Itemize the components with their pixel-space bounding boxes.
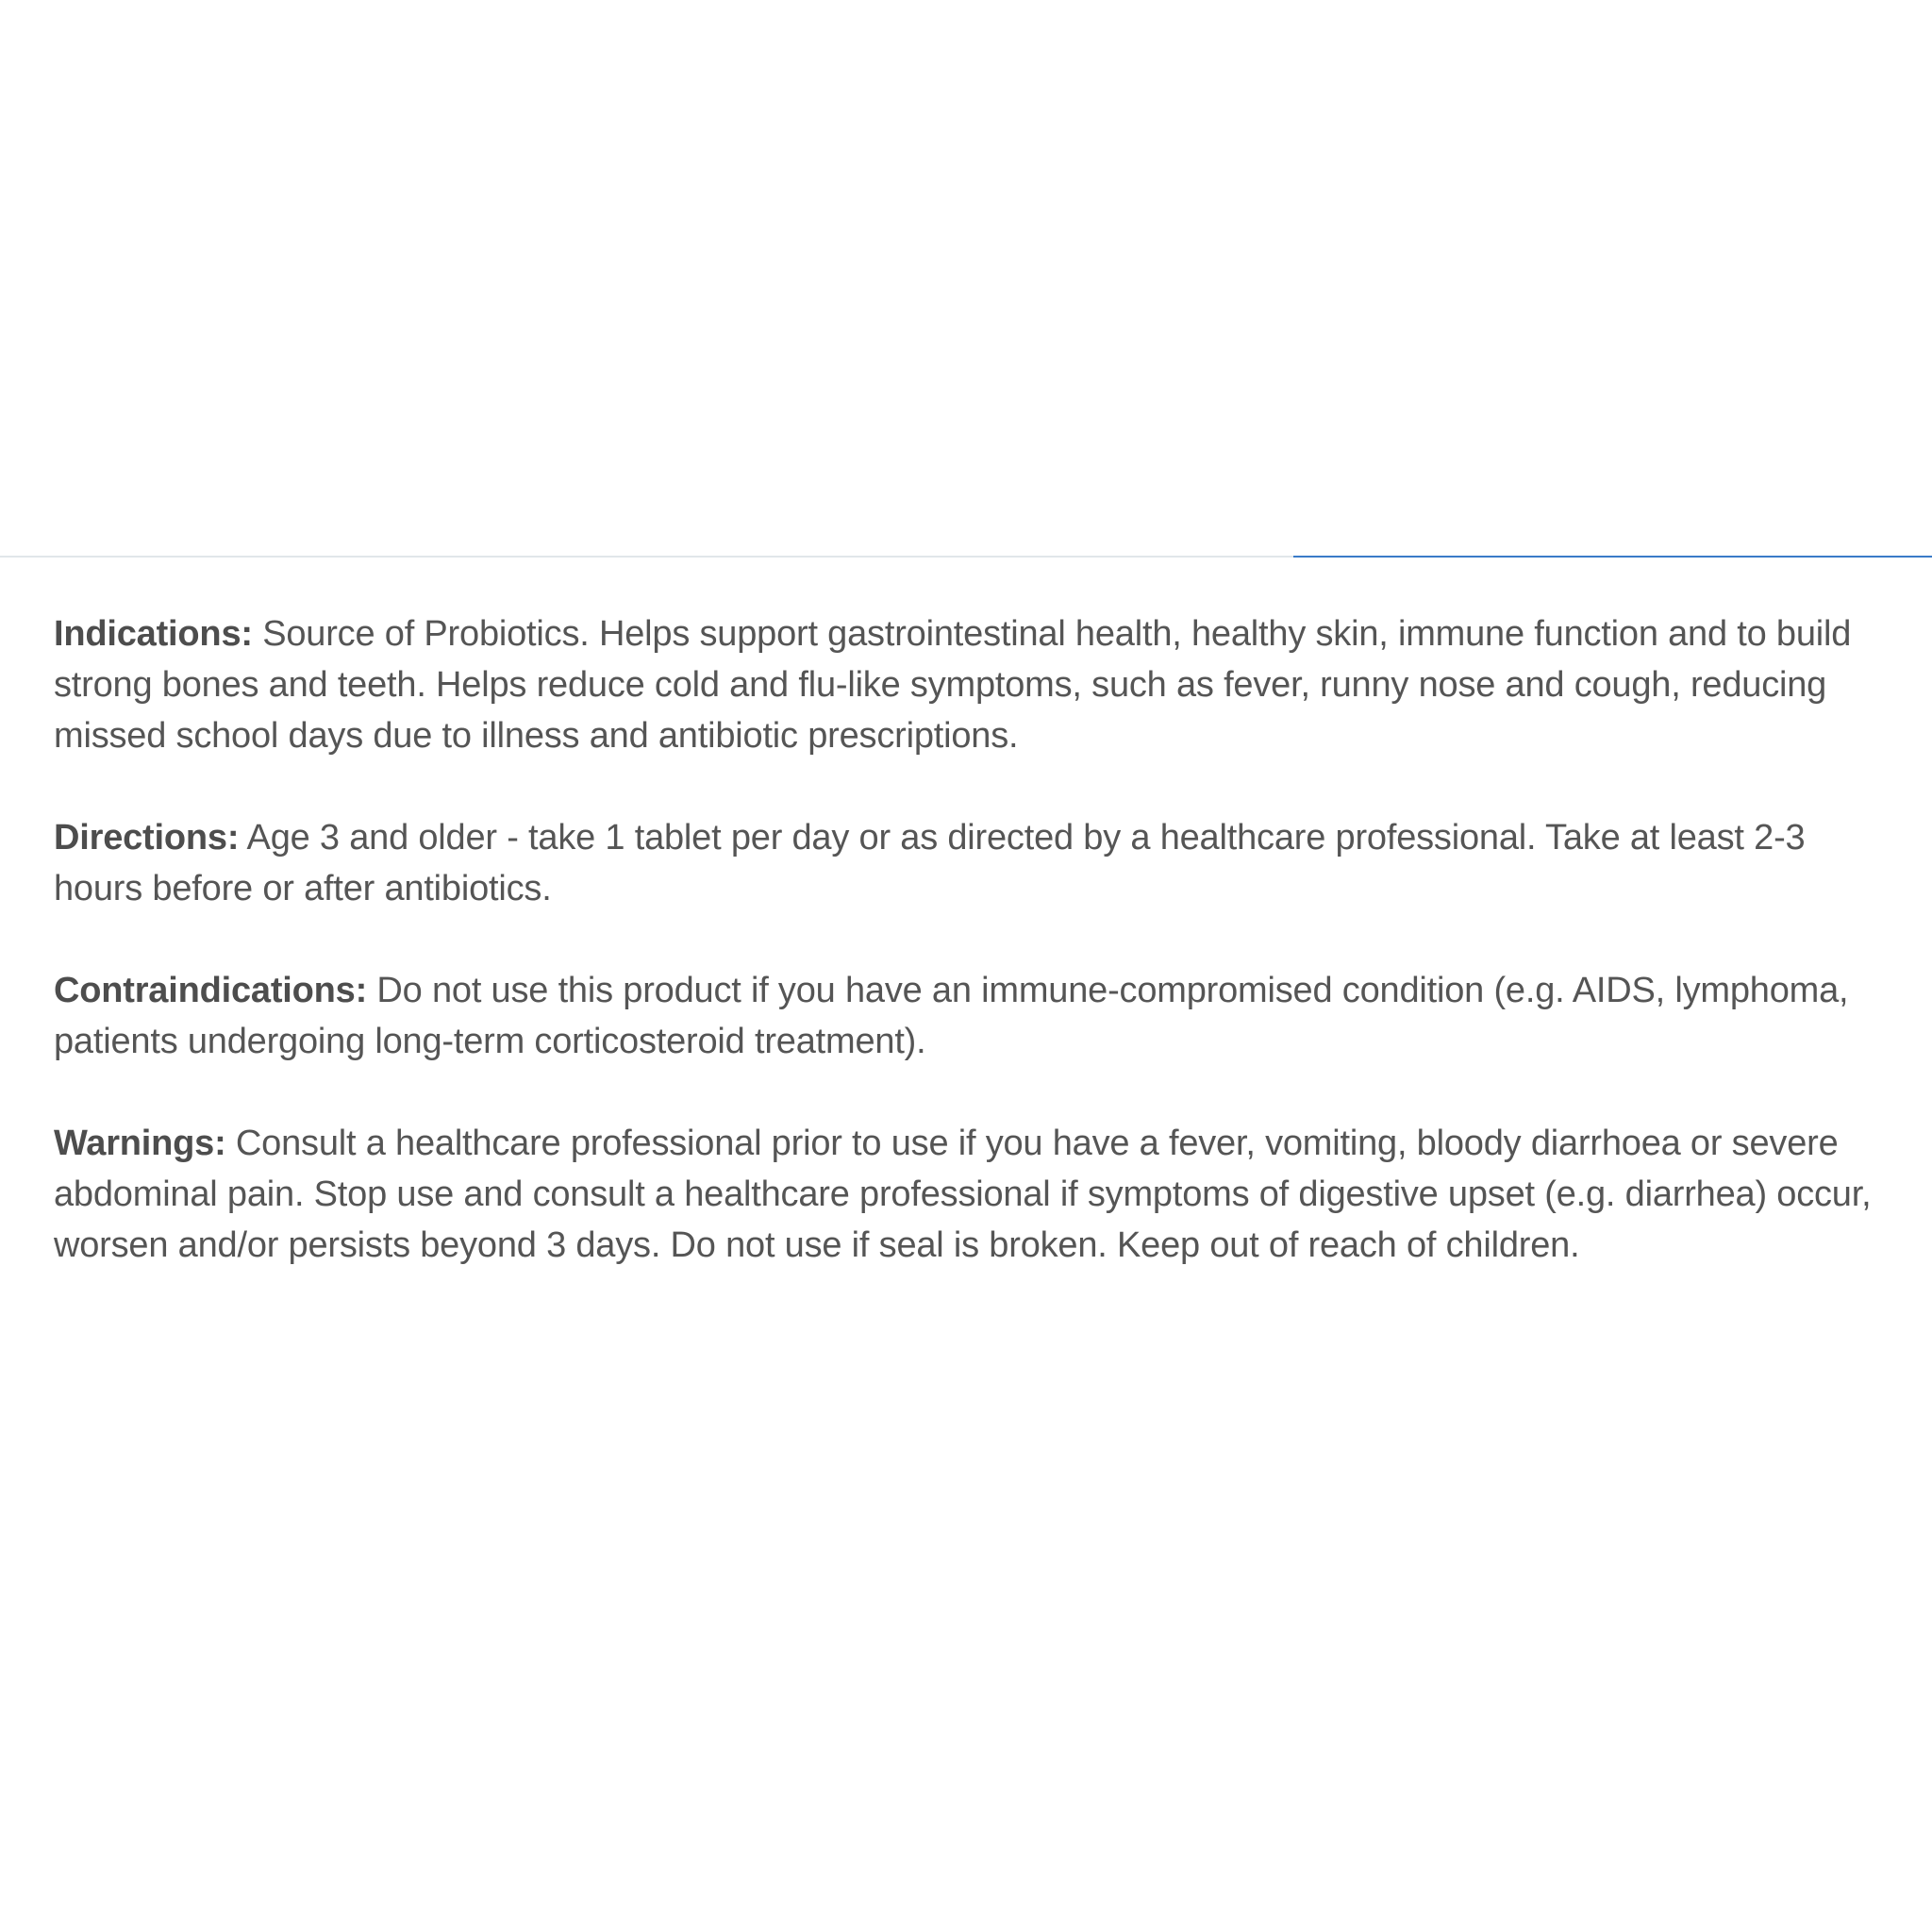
directions-text: Age 3 and older - take 1 tablet per day or as directed by a healthcare professional. Take at least 2-3 hours before or after antibiotics. [54,818,1806,908]
contraindications-text: Do not use this product if you have an immune-compromised condition (e.g. AIDS, lymphoma, patients undergoing long-term corticosteroid treatment). [54,971,1849,1061]
indications-text: Source of Probiotics. Helps support gastrointestinal health, healthy skin, immune function and to build strong bones and teeth. Helps reduce cold and flu-like symptoms, such as fever, runny nose and cough, reducing missed school days due to illness and antibiotic prescriptions. [54,614,1852,756]
warnings-section [54,1118,1884,1271]
product-info-panel [54,608,1884,1322]
contraindications-section [54,965,1884,1067]
indications-label: Indications: [54,614,253,654]
contraindications-label: Contraindications: [54,971,368,1010]
warnings-label: Warnings: [54,1124,226,1163]
warnings-text: Consult a healthcare professional prior to use if you have a fever, vomiting, bloody diarrhoea or severe abdominal pain. Stop use and consult a healthcare professional if symptoms of digestive upset (e.g. diarrhea) occur, worsen and/or persists beyond 3 days. Do not use if seal is broken. Keep out of reach of children. [54,1124,1872,1265]
tab-divider [0,556,1932,558]
active-tab-indicator [1293,556,1932,558]
directions-label: Directions: [54,818,240,858]
indications-section [54,608,1884,761]
directions-section [54,812,1884,914]
